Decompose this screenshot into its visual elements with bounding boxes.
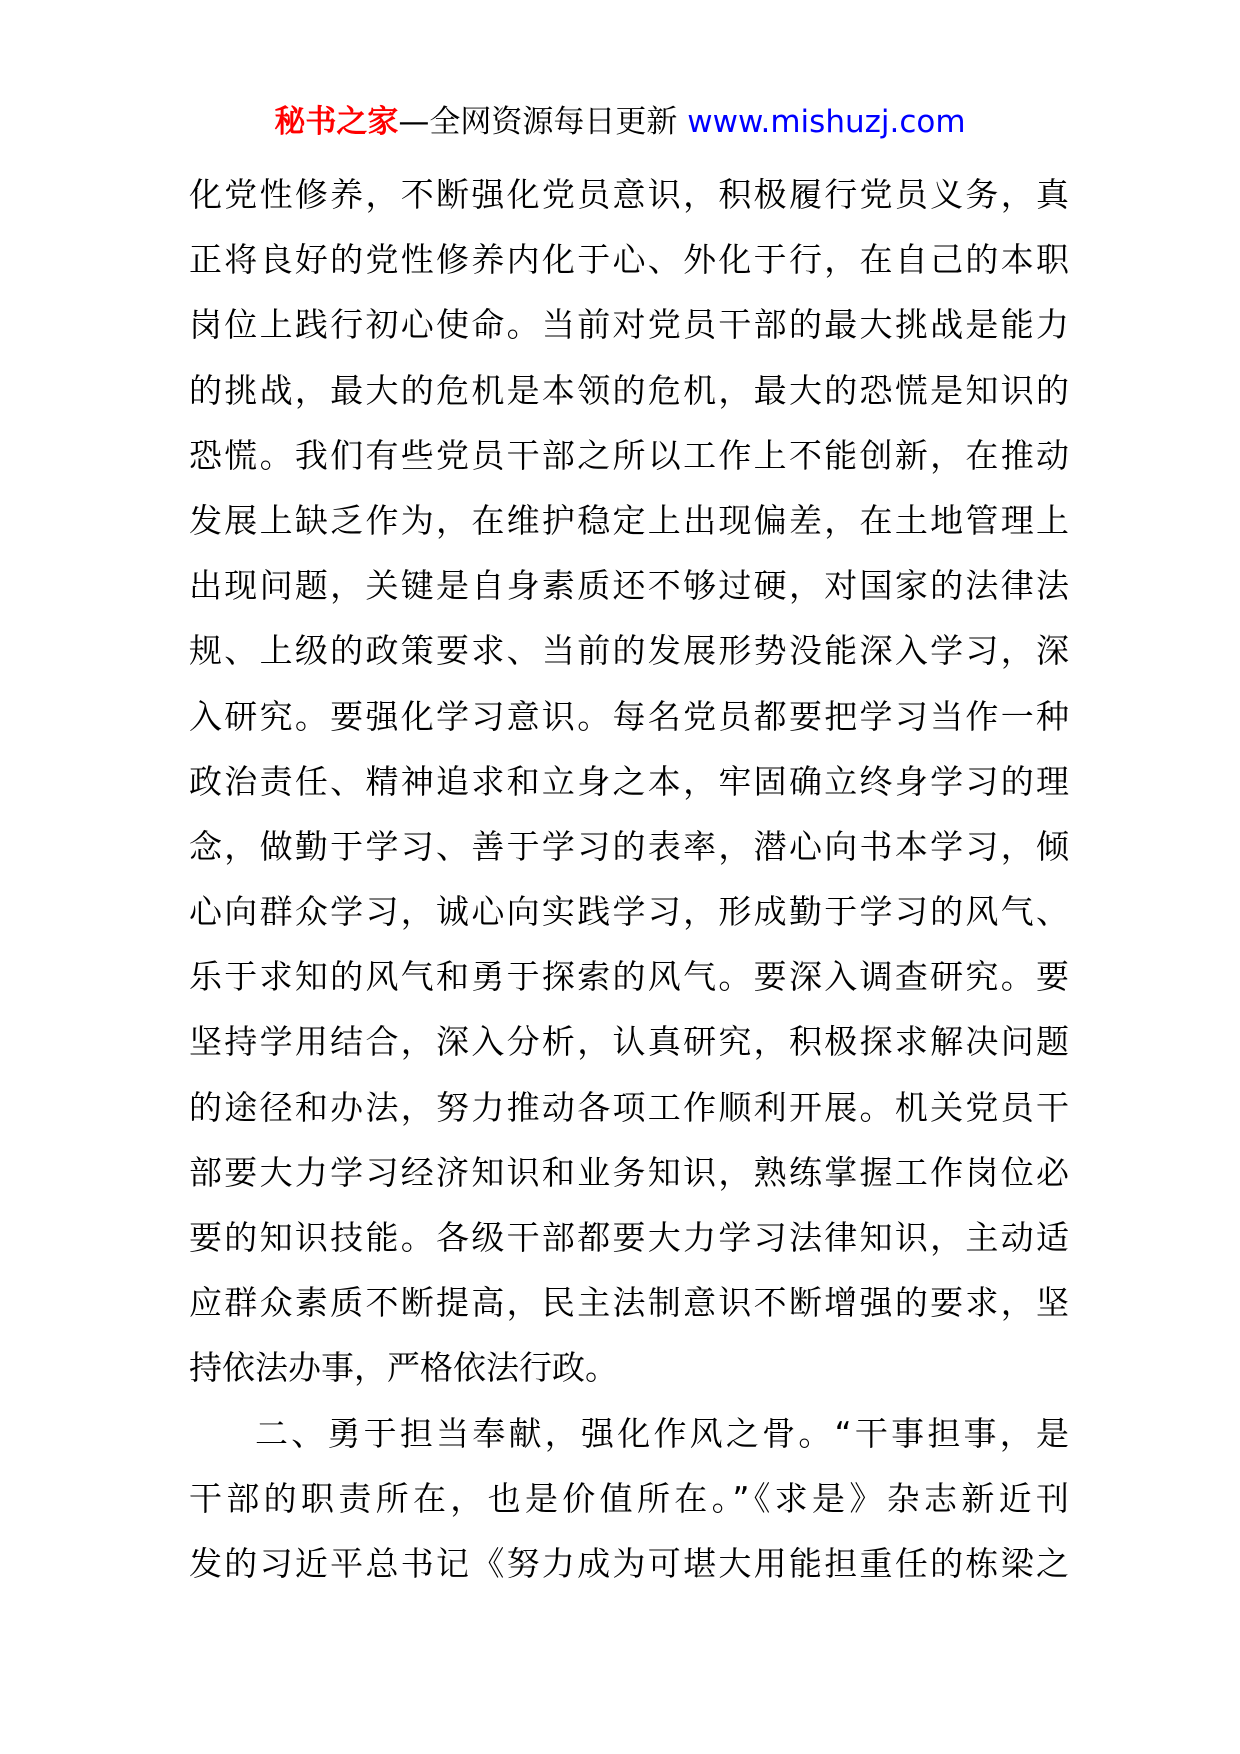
text-line: 心向群众学习，诚心向实践学习，形成勤于学习的风气、 [189, 892, 1069, 932]
paragraph-1 [189, 162, 1069, 1401]
text-line: 要的知识技能。各级干部都要大力学习法律知识，主动适 [189, 1218, 1069, 1257]
website-url[interactable]: www.mishuzj.com [687, 104, 966, 140]
text-line: 恐慌。我们有些党员干部之所以工作上不能创新，在推动 [189, 435, 1069, 475]
text-line: 干部的职责所在，也是价值所在。”《求是》杂志新近刊 [189, 1478, 1069, 1518]
text-line: 入研究。要强化学习意识。每名党员都要把学习当作一种 [189, 696, 1069, 736]
page-header [0, 100, 1240, 144]
text-line: 规、上级的政策要求、当前的发展形势没能深入学习，深 [189, 631, 1069, 671]
text-line: 化党性修养，不断强化党员意识，积极履行党员义务，真 [189, 175, 1069, 214]
text-line: 正将良好的党性修养内化于心、外化于行，在自己的本职 [189, 240, 1069, 280]
document-body [189, 162, 1069, 1596]
paragraph-2 [189, 1401, 1069, 1597]
text-line: 坚持学用结合，深入分析，认真研究，积极探求解决问题 [189, 1022, 1069, 1062]
text-line: 的挑战，最大的危机是本领的危机，最大的恐慌是知识的 [189, 370, 1069, 410]
text-line: 应群众素质不断提高，民主法制意识不断增强的要求，坚 [189, 1283, 1069, 1323]
brand-name: 秘书之家 [274, 104, 399, 140]
text-line: 部要大力学习经济知识和业务知识，熟练掌握工作岗位必 [189, 1152, 1069, 1192]
text-line: 出现问题，关键是自身素质还不够过硬，对国家的法律法 [189, 566, 1069, 606]
text-line: 念，做勤于学习、善于学习的表率，潜心向书本学习，倾 [189, 826, 1069, 866]
text-line: 发展上缺乏作为，在维护稳定上出现偏差，在土地管理上 [189, 500, 1069, 540]
section-heading-line: 二、勇于担当奉献，强化作风之骨。“干事担事，是 [255, 1413, 1069, 1453]
text-line: 政治责任、精神追求和立身之本，牢固确立终身学习的理 [189, 761, 1069, 801]
text-line: 的途径和办法，努力推动各项工作顺利开展。机关党员干 [189, 1087, 1069, 1127]
text-line: 岗位上践行初心使命。当前对党员干部的最大挑战是能力 [189, 305, 1069, 345]
text-line: 乐于求知的风气和勇于探索的风气。要深入调查研究。要 [189, 957, 1069, 997]
header-tagline: —全网资源每日更新 [398, 104, 688, 140]
text-line: 发的习近平总书记《努力成为可堪大用能担重任的栋梁之 [189, 1543, 1069, 1583]
text-line: 持依法办事，严格依法行政。 [189, 1348, 618, 1388]
